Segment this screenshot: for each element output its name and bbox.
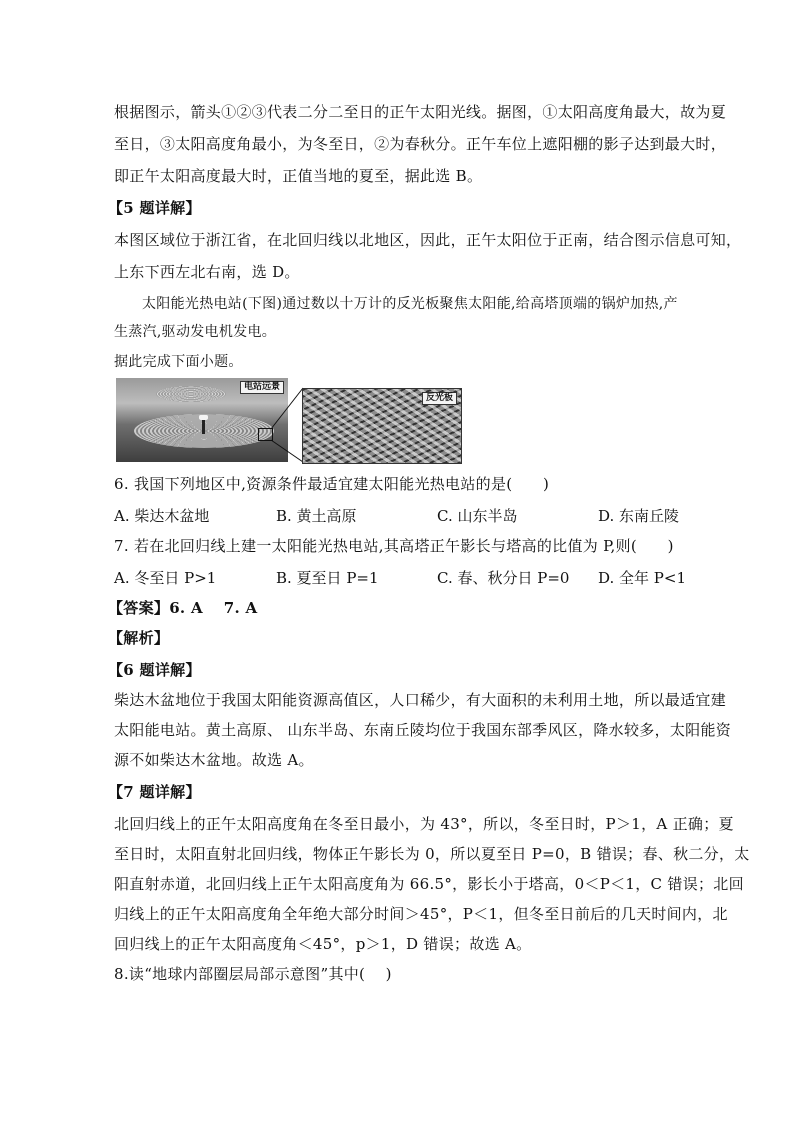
text-line: 根据图示，箭头①②③代表二分二至日的正午太阳光线。据图，①太阳高度角最大，故为夏 bbox=[114, 103, 727, 121]
photo-label-distant: 电站远景 bbox=[240, 381, 284, 394]
photo-label-reflector: 反光板 bbox=[422, 392, 457, 405]
passage-line: 太阳能光热电站(下图)通过数以十万计的反光板聚焦太阳能,给高塔顶端的锅炉加热,产 bbox=[142, 296, 678, 312]
text-line: 柴达木盆地位于我国太阳能资源高值区，人口稀少，有大面积的未利用土地，所以最适宜建 bbox=[114, 691, 727, 709]
text-line: 源不如柴达木盆地。故选 A。 bbox=[114, 751, 314, 769]
text-line: 本图区域位于浙江省，在北回归线以北地区，因此，正午太阳位于正南，结合图示信息可知， bbox=[114, 231, 742, 249]
question-7: 7. 若在北回归线上建一太阳能光热电站,其高塔正午影长与塔高的比值为 P,则( ) bbox=[114, 537, 674, 555]
text-line: 至日时，太阳直射北回归线，物体正午影长为 0，所以夏至日 P=0，B 错误；春、秋二分，太 bbox=[114, 845, 750, 863]
text-line: 归线上的正午太阳高度角全年绝大部分时间＞45°，P＜1，但冬至日前后的几天时间内，北 bbox=[114, 905, 728, 923]
text-line: 回归线上的正午太阳高度角＜45°，p＞1，D 错误；故选 A。 bbox=[114, 935, 532, 953]
answer-line: 【答案】6. A 7. A bbox=[108, 599, 258, 617]
q7-option-a: A. 冬至日 P>1 bbox=[114, 569, 217, 587]
q7-option-d: D. 全年 P<1 bbox=[598, 569, 687, 587]
text-line: 即正午太阳高度最大时，正值当地的夏至，据此选 B。 bbox=[114, 167, 483, 185]
text-line: 北回归线上的正午太阳高度角在冬至日最小，为 43°，所以，冬至日时，P＞1，A 正确；夏 bbox=[114, 815, 734, 833]
text-line: 至日，③太阳高度角最小，为冬至日，②为春秋分。正午车位上遮阳棚的影子达到最大时， bbox=[114, 135, 727, 153]
q6-option-b: B. 黄土高原 bbox=[276, 507, 357, 525]
passage-line: 生蒸汽,驱动发电机发电。 bbox=[114, 324, 277, 340]
analysis-heading: 【解析】 bbox=[108, 629, 170, 647]
section-heading-q7: 【7 题详解】 bbox=[108, 783, 201, 801]
q7-option-b: B. 夏至日 P=1 bbox=[276, 569, 379, 587]
q6-option-c: C. 山东半岛 bbox=[437, 507, 518, 525]
section-heading-q5: 【5 题详解】 bbox=[108, 199, 201, 217]
q6-option-a: A. 柴达木盆地 bbox=[114, 507, 210, 525]
passage-line: 据此完成下面小题。 bbox=[114, 354, 243, 370]
question-8: 8.读“地球内部圈层局部示意图”其中( ) bbox=[114, 965, 392, 983]
reflector-closeup-photo bbox=[302, 388, 462, 464]
text-line: 阳直射赤道，北回归线上正午太阳高度角为 66.5°，影长小于塔高，0＜P＜1，C 错误；北回 bbox=[114, 875, 744, 893]
question-6: 6. 我国下列地区中,资源条件最适宜建太阳能光热电站的是( ) bbox=[114, 475, 550, 493]
q7-option-c: C. 春、秋分日 P=0 bbox=[437, 569, 570, 587]
text-line: 太阳能电站。黄土高原、 山东半岛、东南丘陵均位于我国东部季风区，降水较多，太阳能资 bbox=[114, 721, 732, 739]
text-line: 上东下西左北右南，选 D。 bbox=[114, 263, 300, 281]
section-heading-q6: 【6 题详解】 bbox=[108, 661, 201, 679]
solar-plant-figure bbox=[116, 378, 462, 462]
q6-option-d: D. 东南丘陵 bbox=[598, 507, 680, 525]
